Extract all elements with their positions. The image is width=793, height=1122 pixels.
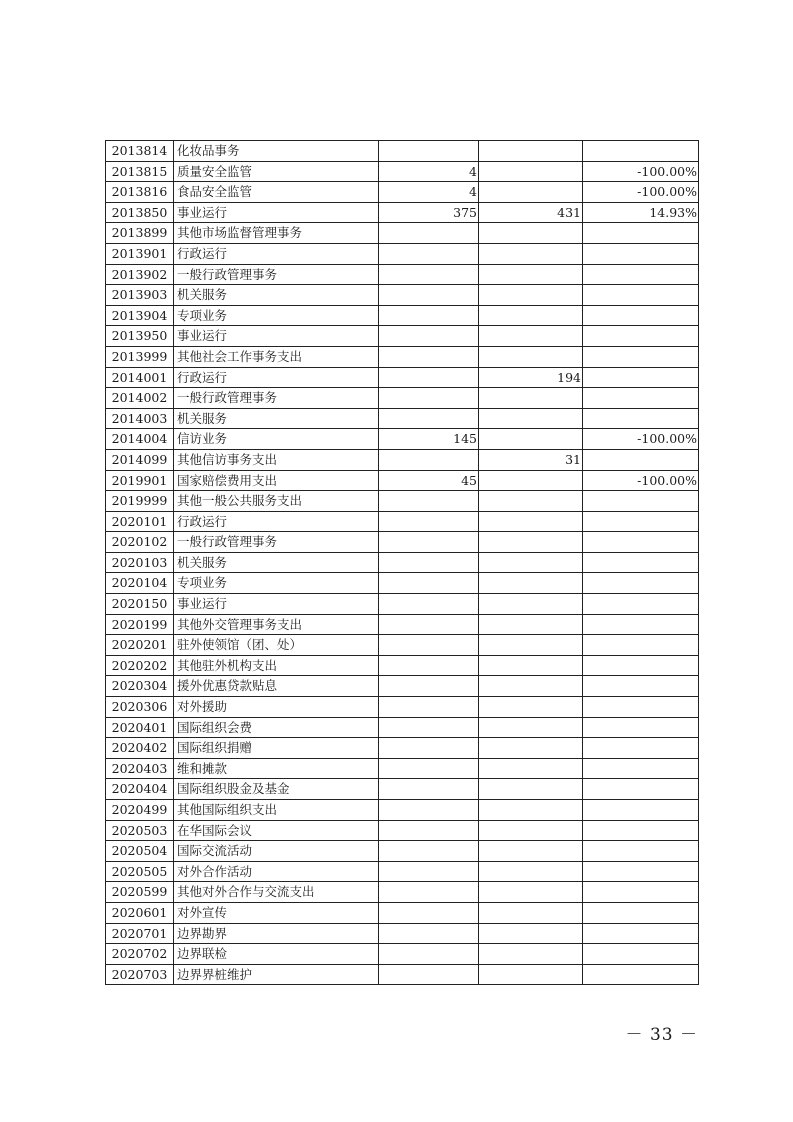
table-row — [106, 861, 699, 882]
subject-code-cell: 2020401 — [106, 717, 174, 738]
current-year-amount-cell — [479, 182, 583, 203]
current-year-amount-cell — [479, 923, 583, 944]
table-row — [106, 470, 699, 491]
current-year-amount-cell — [479, 964, 583, 985]
subject-code-cell: 2013904 — [106, 305, 174, 326]
subject-name-cell: 其他市场监督管理事务 — [174, 223, 379, 244]
current-year-amount-cell — [479, 738, 583, 759]
change-percent-cell — [583, 388, 699, 409]
subject-code-cell: 2013899 — [106, 223, 174, 244]
current-year-amount-cell — [479, 635, 583, 656]
table-row — [106, 161, 699, 182]
change-percent-cell — [583, 635, 699, 656]
subject-name-cell: 维和摊款 — [174, 758, 379, 779]
current-year-amount-cell — [479, 491, 583, 512]
subject-name-cell: 机关服务 — [174, 408, 379, 429]
subject-name-cell: 边界界桩维护 — [174, 964, 379, 985]
prior-year-amount-cell — [379, 676, 479, 697]
subject-name-cell: 事业运行 — [174, 202, 379, 223]
change-percent-cell — [583, 882, 699, 903]
subject-name-cell: 对外援助 — [174, 697, 379, 718]
table-row — [106, 676, 699, 697]
subject-name-cell: 质量安全监管 — [174, 161, 379, 182]
prior-year-amount-cell — [379, 635, 479, 656]
current-year-amount-cell — [479, 614, 583, 635]
subject-name-cell: 其他国际组织支出 — [174, 800, 379, 821]
change-percent-cell — [583, 305, 699, 326]
table-row — [106, 449, 699, 470]
table-row — [106, 614, 699, 635]
subject-name-cell: 国家赔偿费用支出 — [174, 470, 379, 491]
table-row — [106, 243, 699, 264]
subject-name-cell: 其他对外合作与交流支出 — [174, 882, 379, 903]
current-year-amount-cell: 431 — [479, 202, 583, 223]
table-row — [106, 800, 699, 821]
table-row — [106, 326, 699, 347]
prior-year-amount-cell — [379, 408, 479, 429]
current-year-amount-cell — [479, 243, 583, 264]
prior-year-amount-cell — [379, 573, 479, 594]
change-percent-cell — [583, 491, 699, 512]
change-percent-cell — [583, 944, 699, 965]
change-percent-cell — [583, 141, 699, 162]
current-year-amount-cell: 31 — [479, 449, 583, 470]
change-percent-cell: -100.00% — [583, 182, 699, 203]
change-percent-cell — [583, 552, 699, 573]
current-year-amount-cell — [479, 882, 583, 903]
prior-year-amount-cell — [379, 944, 479, 965]
subject-name-cell: 机关服务 — [174, 285, 379, 306]
change-percent-cell — [583, 511, 699, 532]
change-percent-cell — [583, 594, 699, 615]
subject-name-cell: 一般行政管理事务 — [174, 388, 379, 409]
change-percent-cell — [583, 923, 699, 944]
change-percent-cell: -100.00% — [583, 161, 699, 182]
subject-code-cell: 2020201 — [106, 635, 174, 656]
prior-year-amount-cell — [379, 223, 479, 244]
change-percent-cell — [583, 408, 699, 429]
subject-code-cell: 2014003 — [106, 408, 174, 429]
table-body — [106, 141, 699, 985]
prior-year-amount-cell — [379, 532, 479, 553]
subject-name-cell: 国际组织会费 — [174, 717, 379, 738]
table-row — [106, 408, 699, 429]
table-row — [106, 367, 699, 388]
prior-year-amount-cell: 4 — [379, 161, 479, 182]
current-year-amount-cell — [479, 902, 583, 923]
table-row — [106, 552, 699, 573]
subject-code-cell: 2020199 — [106, 614, 174, 635]
subject-code-cell: 2013816 — [106, 182, 174, 203]
change-percent-cell — [583, 285, 699, 306]
subject-code-cell: 2020499 — [106, 800, 174, 821]
table-row — [106, 902, 699, 923]
current-year-amount-cell — [479, 532, 583, 553]
subject-name-cell: 国际组织捐赠 — [174, 738, 379, 759]
page-number: － 33 － — [625, 1025, 698, 1045]
table-row — [106, 758, 699, 779]
current-year-amount-cell — [479, 841, 583, 862]
prior-year-amount-cell — [379, 758, 479, 779]
change-percent-cell — [583, 861, 699, 882]
table-row — [106, 264, 699, 285]
subject-code-cell: 2014004 — [106, 429, 174, 450]
prior-year-amount-cell — [379, 800, 479, 821]
table-row — [106, 182, 699, 203]
prior-year-amount-cell — [379, 388, 479, 409]
subject-code-cell: 2020402 — [106, 738, 174, 759]
subject-name-cell: 驻外使领馆（团、处） — [174, 635, 379, 656]
current-year-amount-cell — [479, 305, 583, 326]
prior-year-amount-cell — [379, 902, 479, 923]
prior-year-amount-cell — [379, 552, 479, 573]
current-year-amount-cell — [479, 388, 583, 409]
subject-code-cell: 2020404 — [106, 779, 174, 800]
subject-code-cell: 2013902 — [106, 264, 174, 285]
prior-year-amount-cell — [379, 264, 479, 285]
prior-year-amount-cell — [379, 141, 479, 162]
subject-name-cell: 机关服务 — [174, 552, 379, 573]
subject-code-cell: 2013815 — [106, 161, 174, 182]
table-row — [106, 388, 699, 409]
table-row — [106, 511, 699, 532]
subject-code-cell: 2020101 — [106, 511, 174, 532]
subject-code-cell: 2014002 — [106, 388, 174, 409]
change-percent-cell: 14.93% — [583, 202, 699, 223]
prior-year-amount-cell — [379, 285, 479, 306]
prior-year-amount-cell — [379, 243, 479, 264]
current-year-amount-cell — [479, 346, 583, 367]
table-row — [106, 655, 699, 676]
subject-code-cell: 2020703 — [106, 964, 174, 985]
subject-code-cell: 2020403 — [106, 758, 174, 779]
table-row — [106, 594, 699, 615]
subject-code-cell: 2020599 — [106, 882, 174, 903]
prior-year-amount-cell — [379, 964, 479, 985]
subject-name-cell: 其他信访事务支出 — [174, 449, 379, 470]
subject-code-cell: 2020104 — [106, 573, 174, 594]
subject-name-cell: 事业运行 — [174, 326, 379, 347]
table-row — [106, 346, 699, 367]
subject-code-cell: 2013950 — [106, 326, 174, 347]
subject-name-cell: 对外合作活动 — [174, 861, 379, 882]
subject-name-cell: 一般行政管理事务 — [174, 264, 379, 285]
table-row — [106, 964, 699, 985]
subject-code-cell: 2020701 — [106, 923, 174, 944]
change-percent-cell — [583, 532, 699, 553]
subject-name-cell: 一般行政管理事务 — [174, 532, 379, 553]
current-year-amount-cell — [479, 326, 583, 347]
current-year-amount-cell — [479, 408, 583, 429]
change-percent-cell — [583, 964, 699, 985]
subject-name-cell: 其他一般公共服务支出 — [174, 491, 379, 512]
subject-code-cell: 2020601 — [106, 902, 174, 923]
subject-name-cell: 其他驻外机构支出 — [174, 655, 379, 676]
current-year-amount-cell — [479, 800, 583, 821]
subject-code-cell: 2013814 — [106, 141, 174, 162]
subject-code-cell: 2020505 — [106, 861, 174, 882]
current-year-amount-cell — [479, 820, 583, 841]
subject-code-cell: 2020304 — [106, 676, 174, 697]
prior-year-amount-cell — [379, 594, 479, 615]
current-year-amount-cell — [479, 573, 583, 594]
table-row — [106, 697, 699, 718]
change-percent-cell — [583, 264, 699, 285]
table-row — [106, 305, 699, 326]
current-year-amount-cell — [479, 779, 583, 800]
prior-year-amount-cell — [379, 717, 479, 738]
budget-expenditure-table — [105, 140, 699, 985]
current-year-amount-cell — [479, 285, 583, 306]
table-row — [106, 202, 699, 223]
subject-name-cell: 化妆品事务 — [174, 141, 379, 162]
table-row — [106, 285, 699, 306]
table-row — [106, 820, 699, 841]
subject-name-cell: 行政运行 — [174, 511, 379, 532]
subject-name-cell: 信访业务 — [174, 429, 379, 450]
subject-code-cell: 2019999 — [106, 491, 174, 512]
table-row — [106, 429, 699, 450]
subject-name-cell: 行政运行 — [174, 367, 379, 388]
subject-code-cell: 2013901 — [106, 243, 174, 264]
change-percent-cell — [583, 697, 699, 718]
prior-year-amount-cell — [379, 449, 479, 470]
change-percent-cell — [583, 243, 699, 264]
change-percent-cell — [583, 841, 699, 862]
current-year-amount-cell — [479, 944, 583, 965]
subject-name-cell: 食品安全监管 — [174, 182, 379, 203]
subject-code-cell: 2013903 — [106, 285, 174, 306]
current-year-amount-cell — [479, 141, 583, 162]
current-year-amount-cell — [479, 223, 583, 244]
subject-code-cell: 2020103 — [106, 552, 174, 573]
change-percent-cell — [583, 902, 699, 923]
change-percent-cell — [583, 717, 699, 738]
subject-code-cell: 2020306 — [106, 697, 174, 718]
current-year-amount-cell — [479, 758, 583, 779]
change-percent-cell — [583, 779, 699, 800]
subject-code-cell: 2020702 — [106, 944, 174, 965]
subject-name-cell: 对外宣传 — [174, 902, 379, 923]
change-percent-cell — [583, 346, 699, 367]
subject-code-cell: 2014099 — [106, 449, 174, 470]
subject-name-cell: 行政运行 — [174, 243, 379, 264]
current-year-amount-cell — [479, 594, 583, 615]
subject-name-cell: 边界勘界 — [174, 923, 379, 944]
current-year-amount-cell — [479, 717, 583, 738]
current-year-amount-cell — [479, 655, 583, 676]
change-percent-cell — [583, 800, 699, 821]
table-row — [106, 841, 699, 862]
change-percent-cell: -100.00% — [583, 429, 699, 450]
subject-code-cell: 2014001 — [106, 367, 174, 388]
prior-year-amount-cell — [379, 779, 479, 800]
prior-year-amount-cell — [379, 326, 479, 347]
subject-code-cell: 2020503 — [106, 820, 174, 841]
current-year-amount-cell: 194 — [479, 367, 583, 388]
subject-name-cell: 其他社会工作事务支出 — [174, 346, 379, 367]
change-percent-cell — [583, 573, 699, 594]
prior-year-amount-cell — [379, 491, 479, 512]
current-year-amount-cell — [479, 697, 583, 718]
table-row — [106, 573, 699, 594]
change-percent-cell — [583, 223, 699, 244]
subject-code-cell: 2020202 — [106, 655, 174, 676]
subject-name-cell: 援外优惠贷款贴息 — [174, 676, 379, 697]
current-year-amount-cell — [479, 470, 583, 491]
prior-year-amount-cell — [379, 346, 479, 367]
prior-year-amount-cell — [379, 697, 479, 718]
prior-year-amount-cell — [379, 820, 479, 841]
prior-year-amount-cell — [379, 614, 479, 635]
table-row — [106, 141, 699, 162]
subject-name-cell: 国际交流活动 — [174, 841, 379, 862]
table-row — [106, 779, 699, 800]
change-percent-cell — [583, 326, 699, 347]
prior-year-amount-cell — [379, 305, 479, 326]
subject-name-cell: 国际组织股金及基金 — [174, 779, 379, 800]
subject-code-cell: 2013999 — [106, 346, 174, 367]
table-row — [106, 923, 699, 944]
subject-code-cell: 2020504 — [106, 841, 174, 862]
table-row — [106, 882, 699, 903]
prior-year-amount-cell: 45 — [379, 470, 479, 491]
table-row — [106, 738, 699, 759]
subject-name-cell: 边界联检 — [174, 944, 379, 965]
prior-year-amount-cell — [379, 655, 479, 676]
current-year-amount-cell — [479, 264, 583, 285]
table-row — [106, 491, 699, 512]
prior-year-amount-cell: 375 — [379, 202, 479, 223]
table-row — [106, 532, 699, 553]
prior-year-amount-cell — [379, 882, 479, 903]
change-percent-cell — [583, 758, 699, 779]
subject-code-cell: 2020150 — [106, 594, 174, 615]
current-year-amount-cell — [479, 511, 583, 532]
change-percent-cell — [583, 614, 699, 635]
change-percent-cell — [583, 655, 699, 676]
change-percent-cell — [583, 367, 699, 388]
current-year-amount-cell — [479, 861, 583, 882]
prior-year-amount-cell — [379, 511, 479, 532]
table-row — [106, 717, 699, 738]
change-percent-cell — [583, 820, 699, 841]
table-row — [106, 944, 699, 965]
change-percent-cell: -100.00% — [583, 470, 699, 491]
change-percent-cell — [583, 738, 699, 759]
prior-year-amount-cell — [379, 861, 479, 882]
current-year-amount-cell — [479, 429, 583, 450]
change-percent-cell — [583, 449, 699, 470]
subject-name-cell: 专项业务 — [174, 305, 379, 326]
change-percent-cell — [583, 676, 699, 697]
subject-code-cell: 2019901 — [106, 470, 174, 491]
current-year-amount-cell — [479, 161, 583, 182]
subject-name-cell: 专项业务 — [174, 573, 379, 594]
current-year-amount-cell — [479, 552, 583, 573]
prior-year-amount-cell — [379, 923, 479, 944]
prior-year-amount-cell — [379, 367, 479, 388]
subject-name-cell: 其他外交管理事务支出 — [174, 614, 379, 635]
prior-year-amount-cell — [379, 738, 479, 759]
prior-year-amount-cell: 4 — [379, 182, 479, 203]
table-row — [106, 223, 699, 244]
prior-year-amount-cell: 145 — [379, 429, 479, 450]
table-row — [106, 635, 699, 656]
subject-name-cell: 在华国际会议 — [174, 820, 379, 841]
current-year-amount-cell — [479, 676, 583, 697]
prior-year-amount-cell — [379, 841, 479, 862]
subject-code-cell: 2013850 — [106, 202, 174, 223]
subject-code-cell: 2020102 — [106, 532, 174, 553]
subject-name-cell: 事业运行 — [174, 594, 379, 615]
